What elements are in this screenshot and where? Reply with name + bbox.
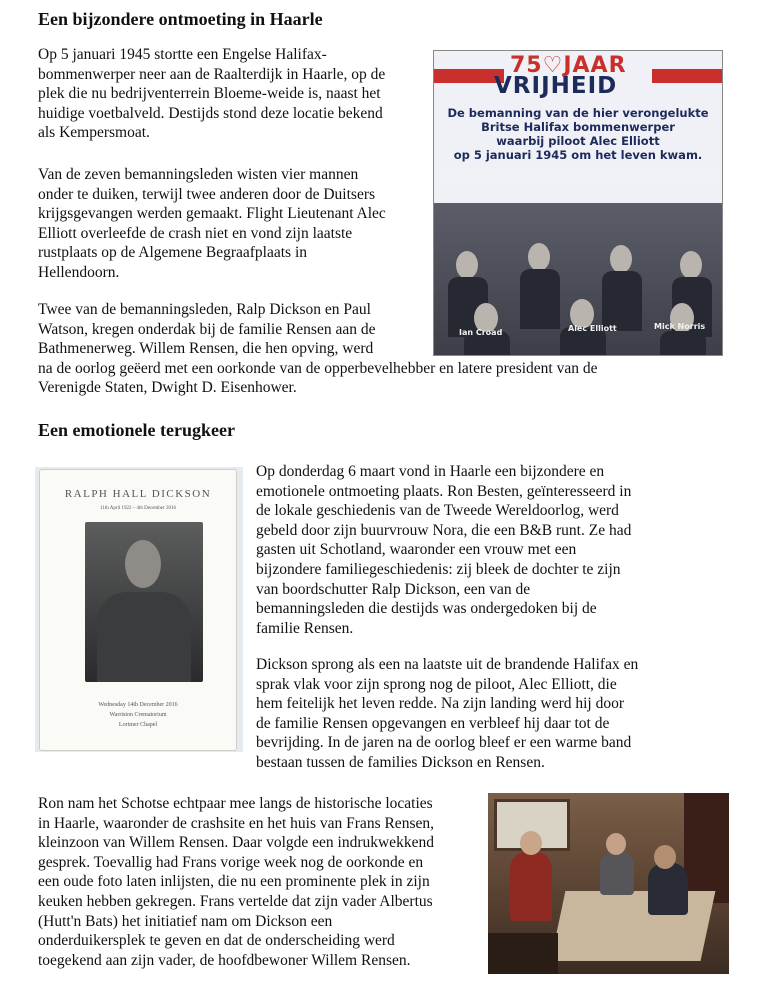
kitchen-chair: [488, 933, 558, 974]
text-line: sprak vlak voor zijn sprong nog de piloot, Alec Elliott, die: [256, 675, 617, 693]
text-line: Elliott overleefde de crash niet en vond zijn laatste: [38, 224, 353, 242]
text-line: keuken hebben gekregen. Frans vertelde dat zijn vader Albertus: [38, 892, 433, 910]
text-line: bevrijding. In de jaren na de oorlog bleef er een warme band: [256, 734, 632, 752]
card-footer: [40, 700, 236, 730]
paragraph-crash: [38, 45, 385, 143]
text-line: Op 5 januari 1945 stortte een Engelse Halifax-: [38, 46, 327, 63]
text-line: Bathmenerweg. Willem Rensen, die hen opving, werd: [38, 340, 374, 358]
text-line: gesprek. Toevallig had Frans vorige week nog de oorkonde en: [38, 853, 424, 871]
poster-caption: [434, 106, 722, 162]
crew-name-label: Alec Elliott: [568, 324, 617, 333]
person-right: [648, 863, 688, 915]
crew-name-label: Don Mac. Mahon: [500, 172, 566, 180]
text-line: (Hutt'n Bats) het initiatief nam om Dickson een: [38, 912, 333, 930]
text-line: in Haarle, waaronder de crashsite en het huis van Frans Rensen,: [38, 814, 434, 832]
paragraph-crew: [38, 165, 386, 283]
paragraph-dickson: [256, 655, 638, 773]
text-line: bemanningsleden die destijds was ondergedoken bij de: [256, 600, 597, 618]
poster-red-stripe-right: [652, 69, 723, 83]
text-line: gasten uit Schotland, waaronder een vrouw met een: [256, 541, 577, 559]
crew-name-label: Mick Norris: [654, 322, 706, 331]
card-dates: 11th April 1922 – 4th December 2016: [100, 506, 176, 511]
kitchen-table: [551, 891, 716, 961]
caption-line: op 5 januari 1945 om het leven kwam.: [453, 148, 703, 162]
memorial-card-image: [35, 467, 243, 752]
crew-name-label: Paul Watson: [440, 172, 489, 180]
person-right-head: [654, 845, 676, 869]
text-line: bommenwerper neer aan de Raalterdijk in Haarle, op de: [38, 65, 386, 83]
card-footer-line: Warriston Crematorium: [109, 712, 167, 718]
text-line: Watson, kregen onderdak bij de familie Rensen aan de: [38, 320, 376, 338]
person-back: [600, 851, 634, 895]
caption-line: Britse Halifax bommenwerper: [481, 120, 675, 134]
text-line: krijgsgevangen werden gemaakt. Flight Lieutenant Alec: [38, 205, 386, 223]
crew-poster-image: [433, 50, 723, 356]
text-line: Ron nam het Schotse echtpaar mee langs de historische locaties: [38, 795, 433, 812]
kitchen-cabinet: [684, 793, 729, 903]
crew-name-label: William Blyth Morton: [630, 172, 714, 180]
text-line: plek die nu bedrijventerrein Bloeme-weide is, naast het: [38, 85, 381, 103]
paragraph-meeting: [256, 462, 631, 638]
text-line: Van de zeven bemanningsleden wisten vier mannen: [38, 166, 359, 183]
section-heading-return: Een emotionele terugkeer: [38, 420, 235, 440]
portrait-photo: [85, 522, 203, 682]
poster-logo-vrijheid: VRIJHEID: [494, 73, 618, 99]
text-line: hem feitelijk het leven redde. Na zijn landing werd hij door: [256, 695, 625, 713]
card-footer-line: Wednesday 14th December 2016: [98, 702, 178, 708]
text-line: bestaan tussen de families Dickson en Rensen.: [256, 753, 545, 771]
text-line: kleinzoon van Willem Rensen. Daar volgde een indrukwekkend: [38, 834, 434, 852]
text-line: gebeld door zijn buurvrouw Nora, die een B&B runt. Ze had: [256, 521, 632, 539]
kitchen-photo: [488, 793, 729, 974]
crew-name-label: Ian Croad: [459, 328, 503, 337]
text-line: bijzondere familiegeschiedenis: zij bleek de dochter te zijn: [256, 560, 621, 578]
card-footer-line: Lorimer Chapel: [118, 722, 158, 728]
person-left-head: [520, 831, 542, 855]
text-line: Op donderdag 6 maart vond in Haarle een bijzondere en: [256, 463, 605, 480]
paragraph-visit: [38, 794, 434, 970]
text-line: toegekend aan zijn vader, de hoofdbewoner Willem Rensen.: [38, 951, 411, 969]
text-line: na de oorlog geëerd met een oorkonde van de opperbevelhebber en latere president van de: [38, 359, 598, 377]
person-left: [510, 851, 552, 921]
text-line: Twee van de bemanningsleden, Ralp Dickson en Paul: [38, 301, 371, 318]
text-line: de familie Rensen opgevangen en verbleef hij daar tot de: [256, 714, 610, 732]
text-line: Dickson sprong als een na laatste uit de brandende Halifax en: [256, 656, 639, 673]
card-name: RALPH HALL DICKSON: [64, 488, 212, 500]
text-line: emotionele ontmoeting plaats. Ron Besten, geïnteresseerd in: [256, 482, 632, 500]
text-line: Verenigde Staten, Dwight D. Eisenhower.: [38, 379, 297, 397]
text-line: van boordschutter Ralp Dickson, een van de: [256, 580, 531, 598]
text-line: een oude foto laten inlijsten, die nu een prominente plek in zijn: [38, 873, 430, 891]
person-back-head: [606, 833, 626, 855]
caption-line: waarbij piloot Alec Elliott: [496, 134, 660, 148]
text-line: Hellendoorn.: [38, 263, 120, 281]
text-line: de lokale geschiedenis van de Tweede Wereldoorlog, werd: [256, 502, 619, 520]
poster-logo-jaar: 75♡JAAR: [510, 53, 627, 78]
text-line: onder te duiken, terwijl twee anderen door de Duitsers: [38, 185, 376, 203]
crew-name-label: Ralph Dickson: [568, 172, 624, 180]
memorial-card: [39, 469, 237, 751]
section-heading-meeting: Een bijzondere ontmoeting in Haarle: [38, 9, 323, 29]
text-line: familie Rensen.: [256, 619, 354, 637]
text-line: onderduikersplek te geven en dat de onderscheiding werd: [38, 932, 395, 950]
text-line: rustplaats op de Algemene Begraafplaats in: [38, 244, 308, 262]
text-line: als Kempersmoat.: [38, 124, 150, 142]
caption-line: De bemanning van de hier verongelukte: [447, 106, 709, 120]
text-line: huidige voetbalveld. Destijds stond deze locatie bekend: [38, 104, 383, 122]
